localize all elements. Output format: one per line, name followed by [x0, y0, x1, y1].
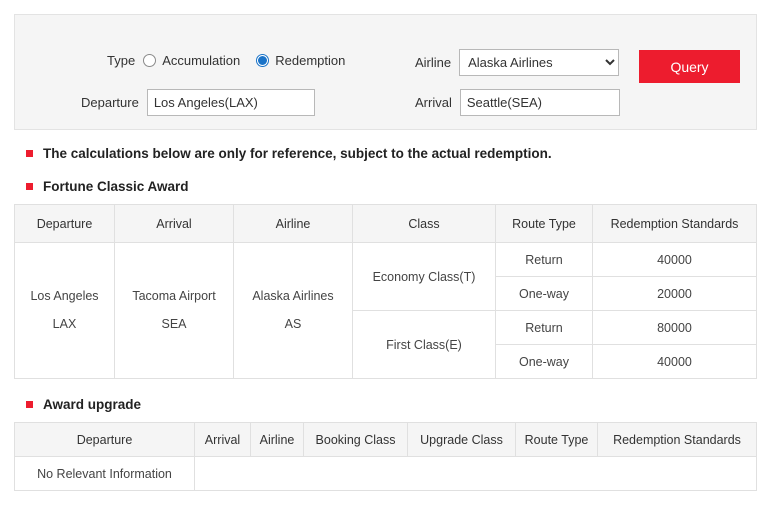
bullet-icon	[26, 401, 33, 408]
cell-empty-message: No Relevant Information	[15, 457, 195, 491]
fortune-section-title: Fortune Classic Award	[43, 179, 189, 194]
departure-input[interactable]	[147, 89, 315, 116]
radio-redemption-icon[interactable]	[256, 54, 269, 67]
col-airline: Airline	[251, 423, 304, 457]
departure-label: Departure	[81, 95, 139, 110]
notice-text: The calculations below are only for reference, subject to the actual redemption.	[43, 146, 552, 161]
radio-redemption-label: Redemption	[275, 53, 346, 68]
departure-city: Los Angeles	[30, 289, 99, 303]
cell-standard: 80000	[593, 311, 757, 345]
fortune-section-header	[26, 179, 771, 194]
radio-redemption[interactable]	[256, 53, 345, 68]
col-class: Class	[353, 205, 496, 243]
arrival-label: Arrival	[415, 95, 452, 110]
bullet-icon	[26, 183, 33, 190]
table-row	[15, 457, 757, 491]
table-header-row	[15, 205, 757, 243]
fortune-table-wrap	[14, 204, 757, 379]
airline-name: Alaska Airlines	[252, 289, 334, 303]
arrival-code: SEA	[161, 316, 187, 331]
cell-standard: 40000	[593, 243, 757, 277]
cell-airline	[234, 243, 353, 379]
col-route-type: Route Type	[496, 205, 593, 243]
cell-route-type: Return	[496, 243, 593, 277]
query-button[interactable]: Query	[639, 50, 740, 83]
table-row	[15, 243, 757, 277]
table-header-row	[15, 423, 757, 457]
notice-line	[26, 146, 771, 161]
cell-class-first: First Class(E)	[353, 311, 496, 379]
cell-route-type: One-way	[496, 345, 593, 379]
radio-accumulation[interactable]	[143, 53, 240, 68]
col-airline: Airline	[234, 205, 353, 243]
cell-empty-filler	[195, 457, 757, 491]
type-radio-group[interactable]	[143, 53, 361, 68]
cell-route-type: One-way	[496, 277, 593, 311]
arrival-input[interactable]	[460, 89, 620, 116]
cell-arrival	[115, 243, 234, 379]
cell-departure	[15, 243, 115, 379]
arrival-field	[415, 89, 620, 116]
radio-accumulation-label: Accumulation	[162, 53, 241, 68]
col-booking-class: Booking Class	[304, 423, 408, 457]
cell-route-type: Return	[496, 311, 593, 345]
airline-field	[415, 49, 619, 76]
col-arrival: Arrival	[195, 423, 251, 457]
departure-field	[81, 89, 315, 116]
fortune-table	[14, 204, 757, 379]
upgrade-table-wrap	[14, 422, 757, 491]
arrival-city: Tacoma Airport	[132, 289, 216, 303]
col-redemption-standards: Redemption Standards	[598, 423, 757, 457]
airline-code: AS	[284, 316, 302, 331]
cell-standard: 40000	[593, 345, 757, 379]
col-redemption-standards: Redemption Standards	[593, 205, 757, 243]
col-upgrade-class: Upgrade Class	[408, 423, 516, 457]
upgrade-table	[14, 422, 757, 491]
airline-label: Airline	[415, 55, 452, 70]
search-panel	[14, 14, 757, 130]
col-route-type: Route Type	[516, 423, 598, 457]
upgrade-section-header	[26, 397, 771, 412]
departure-code: LAX	[52, 316, 77, 331]
col-departure: Departure	[15, 205, 115, 243]
upgrade-section-title: Award upgrade	[43, 397, 142, 412]
col-arrival: Arrival	[115, 205, 234, 243]
col-departure: Departure	[15, 423, 195, 457]
type-field	[107, 53, 361, 68]
bullet-icon	[26, 150, 33, 157]
cell-standard: 20000	[593, 277, 757, 311]
airline-select[interactable]	[459, 49, 619, 76]
cell-class-economy: Economy Class(T)	[353, 243, 496, 311]
type-label: Type	[107, 53, 136, 68]
radio-accumulation-icon[interactable]	[143, 54, 156, 67]
